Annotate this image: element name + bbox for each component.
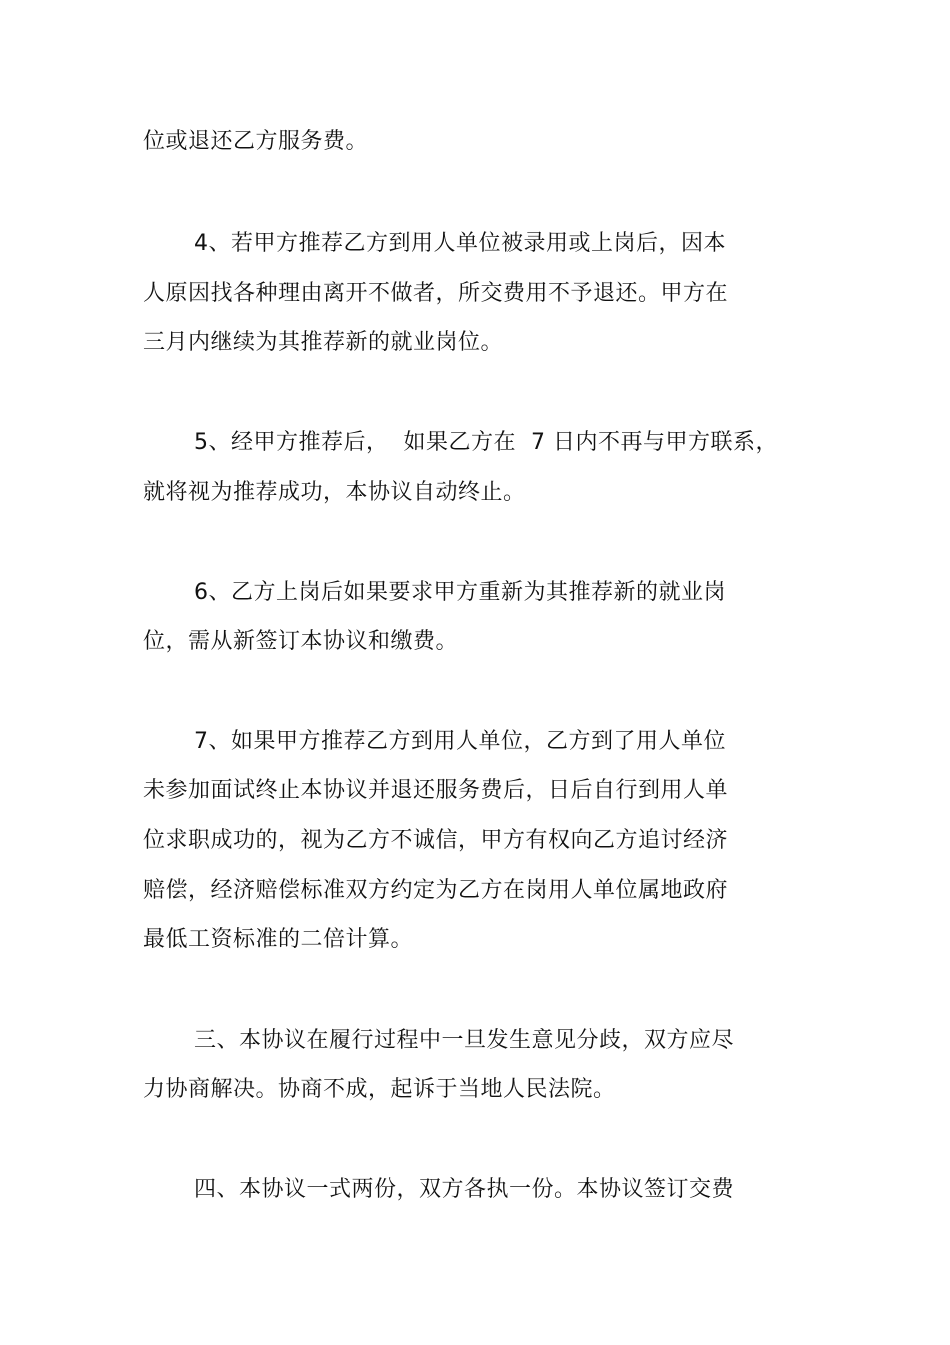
clause-6-line: 6、乙方上岗后如果要求甲方重新为其推荐新的就业岗	[194, 580, 726, 605]
text-line: 位，需从新签订本协议和缴费。	[143, 629, 459, 654]
clause-7-line: 7、如果甲方推荐乙方到用人单位，乙方到了用人单位	[194, 729, 726, 754]
text-line: 位求职成功的，视为乙方不诚信，甲方有权向乙方追讨经济	[143, 828, 729, 853]
section-4-line: 四、本协议一式两份，双方各执一份。本协议签订交费	[194, 1177, 735, 1202]
text-line: 就将视为推荐成功，本协议自动终止。	[143, 480, 526, 505]
text-line: 人原因找各种理由离开不做者，所交费用不予退还。甲方在	[143, 281, 729, 306]
clause-4-line: 4、若甲方推荐乙方到用人单位被录用或上岗后，因本	[194, 231, 726, 256]
clause-5-line: 5、经甲方推荐后， 如果乙方在 7 日内不再与甲方联系，	[194, 430, 778, 455]
text-line: 最低工资标准的二倍计算。	[143, 927, 414, 952]
text-line: 赔偿，经济赔偿标准双方约定为乙方在岗用人单位属地政府	[143, 878, 729, 903]
text-line: 力协商解决。协商不成，起诉于当地人民法院。	[143, 1077, 616, 1102]
text-line: 未参加面试终止本协议并退还服务费后，日后自行到用人单	[143, 778, 729, 803]
text-line: 三月内继续为其推荐新的就业岗位。	[143, 330, 504, 355]
section-3-line: 三、本协议在履行过程中一旦发生意见分歧，双方应尽	[194, 1028, 735, 1053]
text-line: 位或退还乙方服务费。	[143, 129, 369, 154]
